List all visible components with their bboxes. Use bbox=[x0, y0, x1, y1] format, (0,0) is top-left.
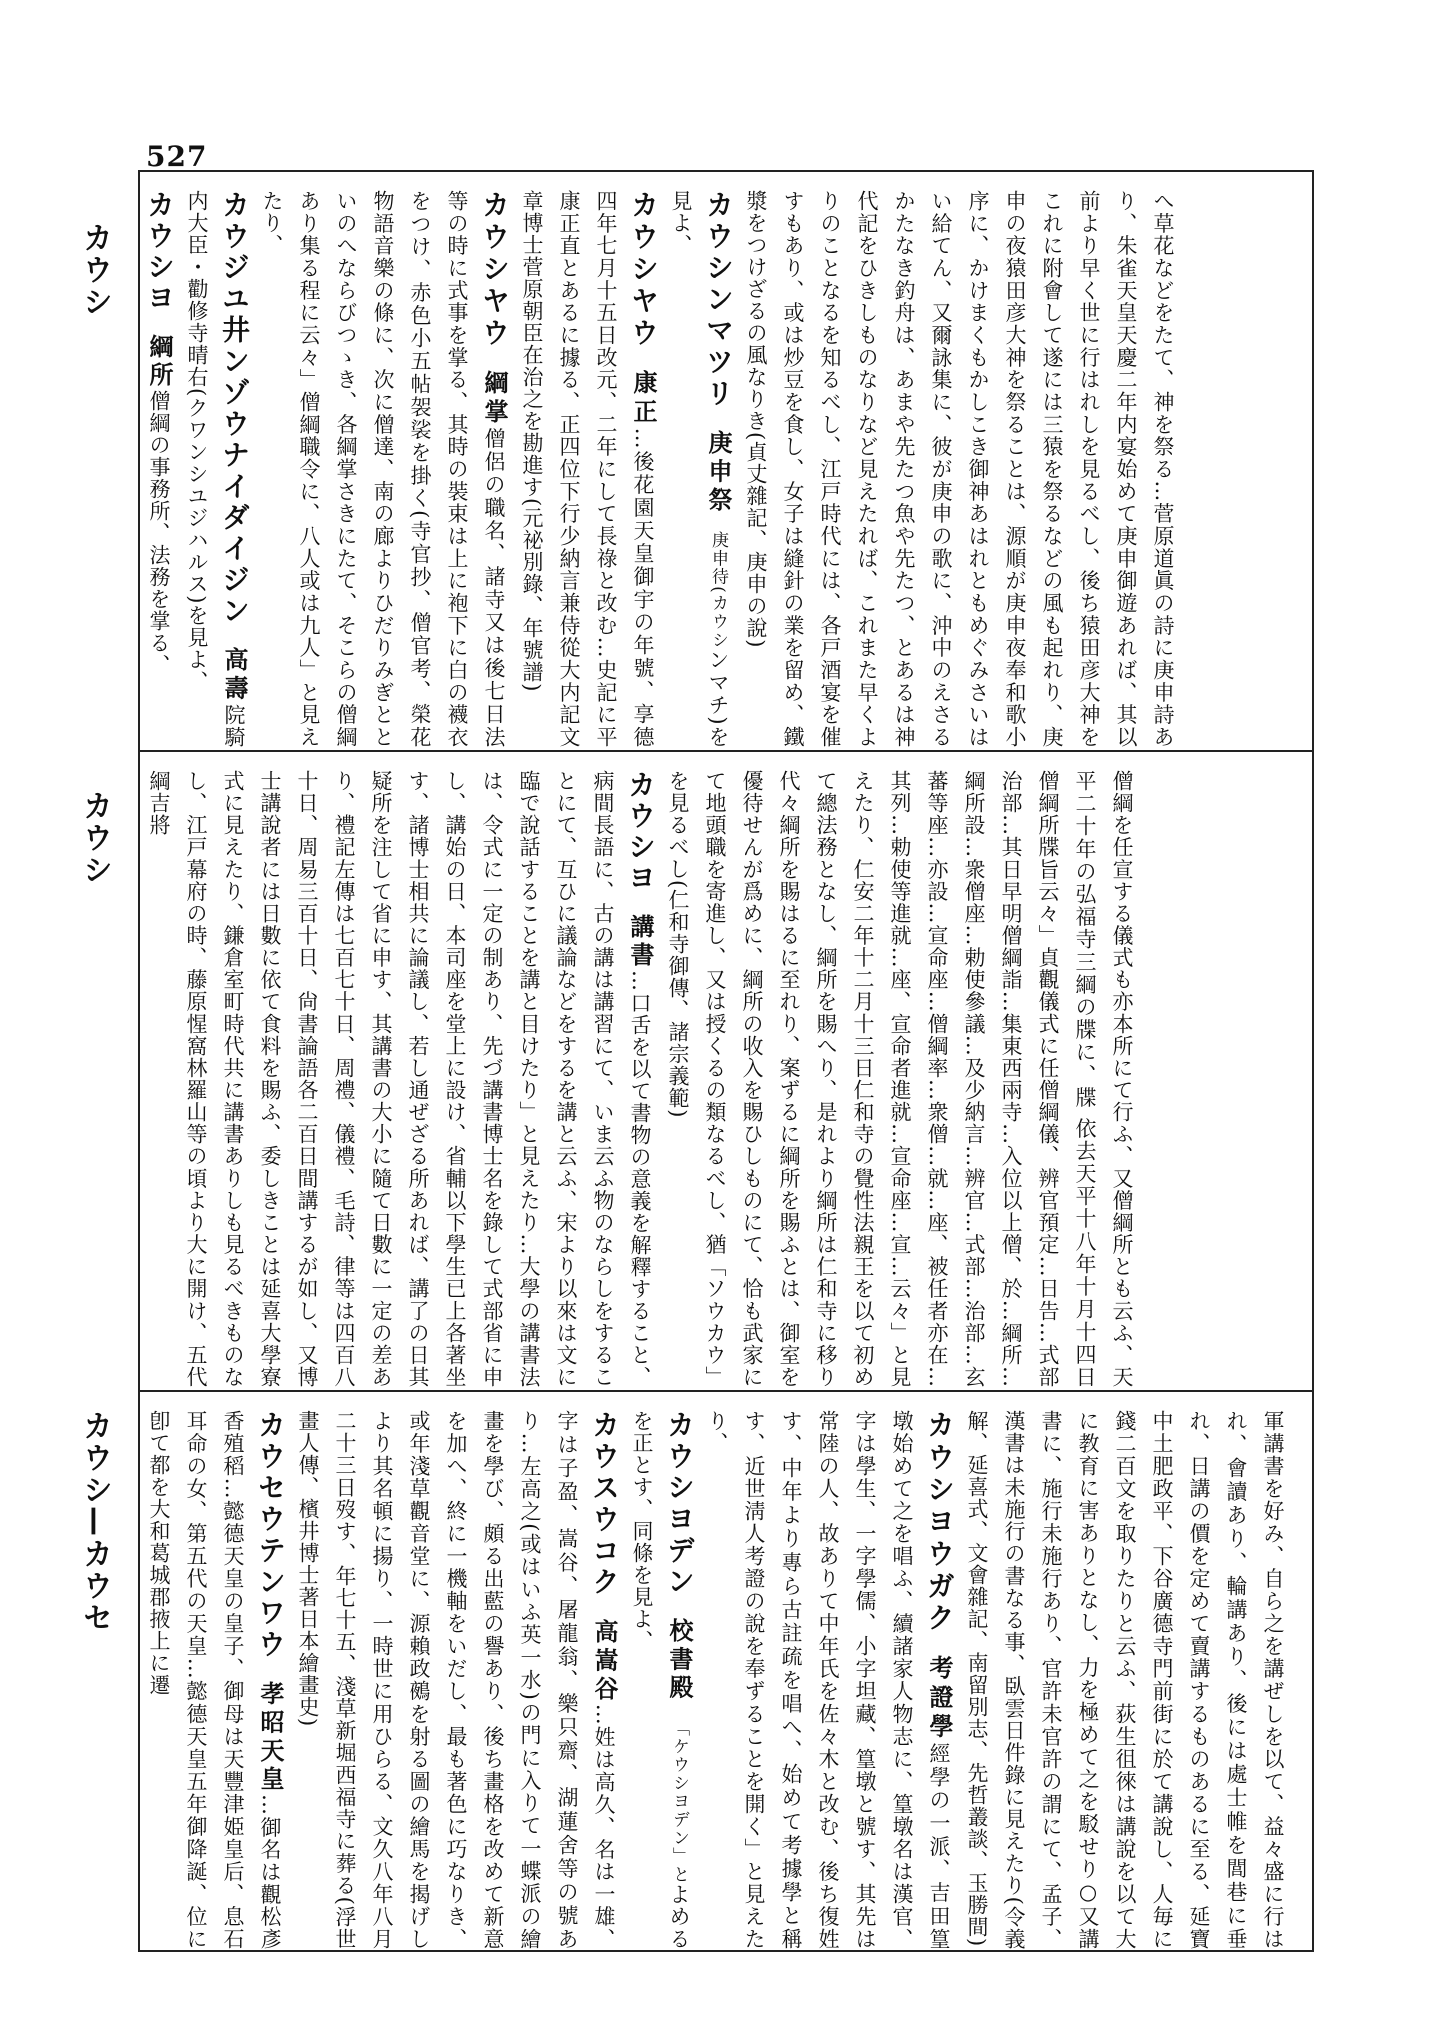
entry-text: ンマチ)を見よ、 bbox=[669, 190, 730, 748]
entry-kanji: 庚申祭 bbox=[704, 429, 733, 515]
entry-headword: カウシヨ bbox=[624, 770, 657, 894]
text-column bbox=[140, 1394, 1303, 1950]
section-bottom bbox=[140, 1394, 1312, 1950]
entry-text: …姓は高久、名は一雄、字は子盈、嵩谷、屠龍翁、樂只齋、湖蓮舍等の號あり…左高之(或はいふ英一水)の門に入りて一蝶派の繪畫を學び、頗る出藍の譽あり、後ち畫格を改めて新意を加へ、終に一機軸をいだし、最も著色に巧なりき、或年淺草觀音堂に、源賴政鵺を射る圖の繪馬を揭げしより其名頓に揚り、一時世に用ひらる、文久八年八月二十三日歿す、年七十五、淺草新堀西福寺に葬る(浮世畫人傳、檳井博士著日本繪畫史) bbox=[296, 1410, 616, 1950]
entry-headword: カウシヤウ bbox=[478, 190, 511, 350]
running-head-bottom: カウシ—カウセ bbox=[77, 1410, 112, 1634]
entry-text: 經學の一派、吉田篁墩始めて之を唱ふ、續諸家人物志に、篁墩名は漢官、字は學生、一字學儒、小字坦藏、篁墩と號す、其先は常陸の人、故ありて中年氏を佐々木と改む、後ち復姓す、中年より專ら古註疏を唱へ、始めて考據學と稱す、近世淸人考證の說を奉ずることを開く」と見えたり、 bbox=[705, 1410, 951, 1950]
running-head-middle: カウシ bbox=[77, 790, 112, 886]
section-divider bbox=[138, 750, 1314, 752]
entry-headword: カウジユ井ンゾウナイダイジン bbox=[218, 190, 251, 628]
entry-kanji: 高壽 bbox=[220, 647, 249, 704]
entry-text: よめるを正とす、同條を見よ、 bbox=[630, 1410, 691, 1950]
entry-kanji: 校書殿 bbox=[665, 1617, 694, 1703]
entry-reading: 「ケウシヨデン」と bbox=[669, 1718, 689, 1884]
entry-headword: カウシヨデン bbox=[663, 1410, 696, 1598]
entry-text: …後花園天皇御宇の年號、享德四年七月十五日改元、二年にして長祿と改む…史記に平康正直とあるに據る、正四位下行少納言兼侍從大内記文章博士菅原朝臣在治之を勘進す(元祕別錄、年號譜) bbox=[520, 190, 655, 748]
page-number: 527 bbox=[146, 140, 208, 173]
text-column bbox=[140, 754, 1152, 1388]
entry-headword: カウシンマツリ bbox=[702, 190, 735, 410]
section-top bbox=[140, 174, 1312, 748]
entry-headword: カウスウコク bbox=[588, 1410, 621, 1599]
entry-text: …御名は觀松彥香殖稻…懿德天皇の皇子、御母は天豐津姫皇后、息石耳命の女、第五代の天皇…懿德天皇五年御降誕、位に卽て都を大和葛城郡掖上に遷 bbox=[147, 1410, 282, 1950]
entry-text: 軍講書を好み、自ら之を講ぜしを以て、益々盛に行はれ、會讀あり、輪講あり、後には處士帷を閭巷に垂れ、日講の價を定めて賣講するものあるに至る、延寶中土肥政平、下谷廣德寺門前街に於て講說し、人毎に錢二百文を取りたりと云ふ、荻生徂徠は講說を以て大に教育に害ありとなし、力を極めて之を駁せり○又講書に、施行未施行あり、官許未官許の謂にて、孟子、漢書は未施行の書なる事、臥雲日件錄に見えたり(令義解、延喜式、文會雜記、南留別志、先哲叢談、玉勝間) bbox=[965, 1410, 1285, 1950]
entry-text: 院騎内大臣・勸修寺晴右(クワンシユジハルス)を見よ、 bbox=[185, 190, 246, 748]
entry-kanji: 綱所 bbox=[145, 334, 174, 390]
entry-kanji: 綱掌 bbox=[480, 369, 509, 428]
entry-kanji: 講書 bbox=[626, 914, 655, 970]
section-middle bbox=[140, 754, 1312, 1388]
entry-text: …口舌を以て書物の意義を解釋すること、病間長語に、古の講は講習にて、いま云ふ物のならしをすることにて、互ひに議論などをするを講と云ふ、宋より以來は文に臨で說話することを講と目けたり」と見えたり…大學の講書法は、令式に一定の制あり、先づ講書博士名を錄して式部省に申し、講始の日、本司座を堂上に設け、省輔以下學生已上各著坐す、諸博士相共に論議し、若し通ぜざる所あれば、講了の日其疑所を注して省に申す、其講書の大小に隨て日數に一定の差あり、禮記左傳は七百七十日、周禮、儀禮、毛詩、律等は四百八十日、周易三百十日、尙書論語各二百日間講するが如し、又博士講說者には日數に依て食料を賜ふ、委しきことは延喜大學寮式に見えたり、鎌倉室町時代共に講書ありしも見るべきものなし、江戸幕府の時、藤原惺窩林羅山等の頃より大に開け、五代綱吉將 bbox=[147, 770, 652, 1388]
text-column bbox=[140, 174, 1193, 748]
entry-headword: カウシヤウ bbox=[627, 190, 660, 350]
running-head-top: カウシ bbox=[77, 222, 112, 318]
entry-headword: カウセウテンワウ bbox=[254, 1410, 287, 1661]
section-divider bbox=[138, 1390, 1314, 1392]
entry-reading: 庚申待(カウシ bbox=[708, 530, 728, 650]
entry-headword: カウシヨウガク bbox=[923, 1410, 956, 1636]
entry-kanji: 高嵩谷 bbox=[590, 1618, 619, 1704]
entry-text: 僧綱を任宣する儀式も亦本所にて行ふ、又僧綱所とも云ふ、天平二十年の弘福寺三綱の牒に、牒 依去天平十八年十月十四日僧綱所牒旨云々」貞觀儀式に任僧綱儀、辨官預定…日告…式部治部…其日早明僧綱詣…集東西兩寺…入位以上僧、於…綱所…綱所設…衆僧座…勅使參議…及少納言…辨官…式部…治部…玄蕃等座…亦設…宣命座…僧綱率…衆僧…就…座、被任者亦在…其列…勅使等進就…座、宣命者進就…宣命座…宣…云々」と見えたり、仁安二年十二月十三日仁和寺の覺性法親王を以て初めて總法務となし、綱所を賜へり、是れより綱所は仁和寺に移り代々綱所を賜はるに至れり、案ずるに綱所を賜ふとは、御室を優待せんが爲めに、綱所の收入を賜ひしものにて、恰も武家にて地頭職を寄進し、又は授くるの類なるべし、猶「ソウカウ」を見るべし(仁和寺御傳、諸宗義範) bbox=[666, 770, 1134, 1388]
entry-text: 僧侶の職名、諸寺又は後七日法等の時に式事を掌る、其時の裝束は上に袍下に白の襪衣をつけ、赤色小五帖袈裟を掛く(寺官抄、僧官考、榮花物語音樂の條に、次に僧達、南の廊よりひだりみぎとといのへならびつゝき、各綱掌さきにたて、そこらの僧綱あり集る程に云々」僧綱職令に、八人或は九人」と見えたり、 bbox=[260, 190, 506, 748]
entry-headword: カウシヨ bbox=[143, 190, 176, 314]
entry-kanji: 康正 bbox=[629, 369, 658, 428]
entry-kanji: 考證學 bbox=[925, 1655, 954, 1743]
entry-text: へ草花などをたて、神を祭る…菅原道眞の詩に庚申詩あり、朱雀天皇天慶二年内宴始めて庚申御遊あれば、其以前より早く世に行はれしを見るべし、後ち猿田彦大神をこれに附會して遂には三猿を祭るなどの風も起れり、庚申の夜猿田彦大神を祭ることは、源順が庚申夜奉和歌小序に、かけまくもかしこき御神あはれともめぐみさいはい給てん、又爾詠集に、彼が庚申の歌に、沖中のえさるかたなき釣舟は、あまや先たつ魚や先たつ、とあるは神代記をひきしものなりなど見えたれば、これまた早くよりのことなるを知るべし、江戸時代には、各戸酒宴を催すもあり、或は炒豆を食し、女子は縫針の業を留め、鐵漿をつけざるの風なりき(貞丈雜記、庚申の說) bbox=[744, 190, 1175, 748]
entry-kanji: 孝昭天皇 bbox=[256, 1680, 285, 1795]
entry-text: 僧綱の事務所、法務を掌る、 bbox=[147, 390, 171, 676]
